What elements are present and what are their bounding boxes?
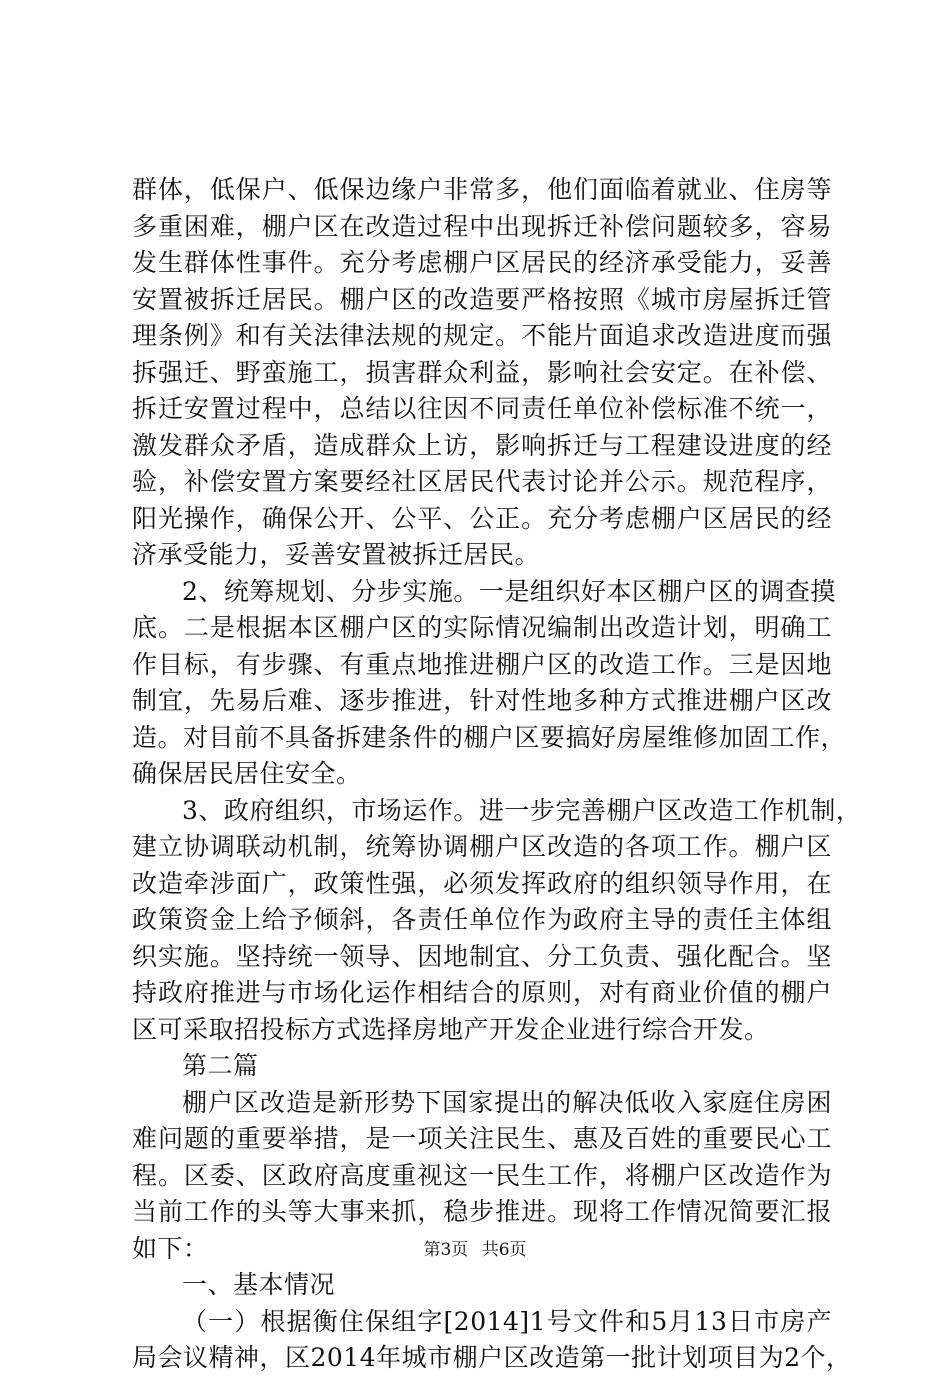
text-line: 建立协调联动机制，统筹协调棚户区改造的各项工作。棚户区 — [132, 832, 832, 861]
text-line: 拆迁安置过程中，总结以往因不同责任单位补偿标准不统一， — [132, 394, 832, 423]
body-text — [132, 172, 862, 1377]
page-number: 第3页 — [423, 1240, 469, 1260]
text-line: 验，补偿安置方案要经社区居民代表讨论并公示。规范程序， — [132, 467, 832, 496]
text-line: 群体，低保户、低保边缘户非常多，他们面临着就业、住房等 — [132, 175, 832, 204]
text-line: 制宜，先易后难、逐步推进，针对性地多种方式推进棚户区改 — [132, 686, 832, 715]
text-line: 3、政府组织，市场运作。进一步完善棚户区改造工作机制， — [182, 795, 862, 825]
text-line: 激发群众矛盾，造成群众上访，影响拆迁与工程建设进度的经 — [132, 430, 832, 460]
page-total: 共6页 — [481, 1240, 527, 1260]
text-line: 政策资金上给予倾斜，各责任单位作为政府主导的责任主体组 — [132, 905, 832, 934]
text-line: 理条例》和有关法律法规的规定。不能片面追求改造进度而强 — [132, 321, 832, 350]
text-line: 确保居民居住安全。 — [132, 759, 362, 788]
text-line: 作目标，有步骤、有重点地推进棚户区的改造工作。三是因地 — [132, 649, 832, 679]
text-line: 济承受能力，妥善安置被拆迁居民。 — [132, 540, 541, 569]
text-line: 难问题的重要举措，是一项关注民生、惠及百姓的重要民心工 — [132, 1124, 832, 1153]
text-line: 局会议精神，区2014年城市棚户区改造第一批计划项目为2个， — [132, 1343, 852, 1372]
text-line: 安置被拆迁居民。棚户区的改造要严格按照《城市房屋拆迁管 — [132, 284, 832, 314]
text-line: （一）根据衡住保组字[2014]1号文件和5月13日市房产 — [182, 1306, 832, 1336]
page-footer — [0, 1239, 950, 1261]
text-line: 区可采取招投标方式选择房地产开发企业进行综合开发。 — [132, 1014, 770, 1044]
text-line: 持政府推进与市场化运作相结合的原则，对有商业价值的棚户 — [132, 978, 832, 1007]
text-line: 棚户区改造是新形势下国家提出的解决低收入家庭住房困 — [182, 1087, 832, 1117]
text-line: 一、基本情况 — [182, 1270, 336, 1299]
text-line: 造。对目前不具备拆建条件的棚户区要搞好房屋维修加固工作， — [132, 722, 847, 752]
text-line: 改造牵涉面广，政策性强，必须发挥政府的组织领导作用，在 — [132, 868, 832, 898]
text-line: 织实施。坚持统一领导、因地制宜、分工负责、强化配合。坚 — [132, 941, 832, 971]
text-line: 阳光操作，确保公开、公平、公正。充分考虑棚户区居民的经 — [132, 503, 832, 533]
text-line: 底。二是根据本区棚户区的实际情况编制出改造计划，明确工 — [132, 613, 832, 642]
text-line: 拆强迁、野蛮施工，损害群众利益，影响社会安定。在补偿、 — [132, 357, 832, 387]
text-line: 发生群体性事件。充分考虑棚户区居民的经济承受能力，妥善 — [132, 248, 832, 277]
text-line: 如下： — [132, 1233, 209, 1263]
text-line: 多重困难，棚户区在改造过程中出现拆迁补偿问题较多，容易 — [132, 211, 832, 241]
text-line: 第二篇 — [182, 1051, 259, 1080]
text-line: 当前工作的头等大事来抓，稳步推进。现将工作情况简要汇报 — [132, 1197, 832, 1226]
text-line: 程。区委、区政府高度重视这一民生工作，将棚户区改造作为 — [132, 1160, 832, 1190]
text-line: 2、统筹规划、分步实施。一是组织好本区棚户区的调查摸 — [182, 576, 836, 606]
